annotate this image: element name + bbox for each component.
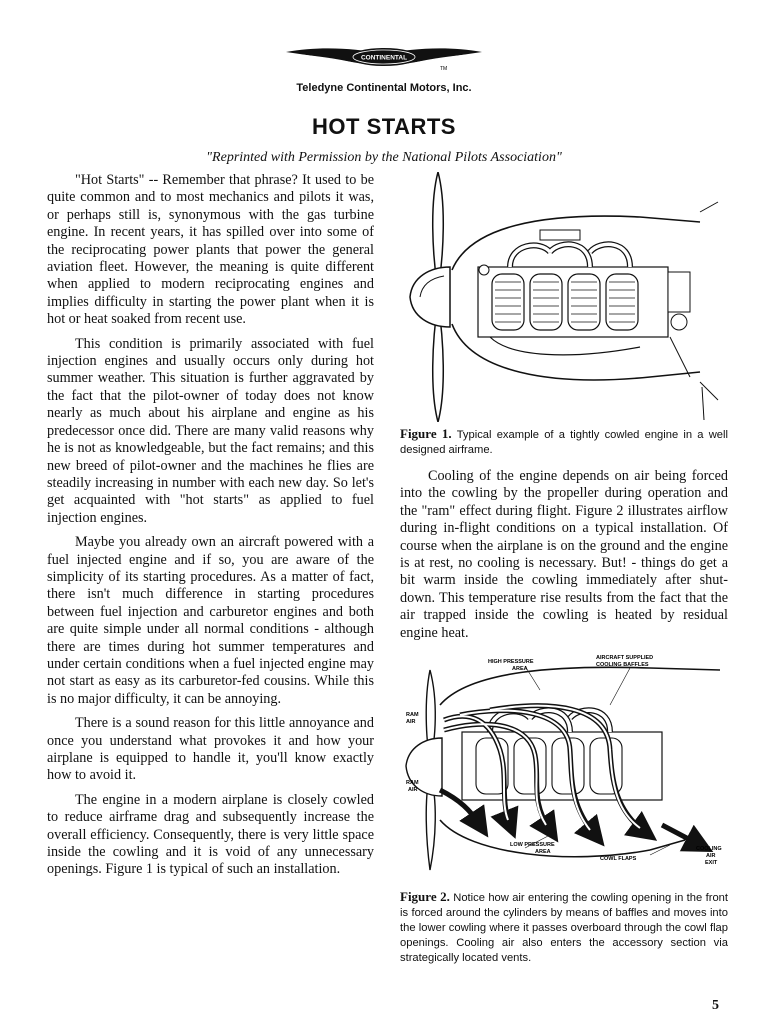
page-header: [0, 40, 768, 94]
figure-2-airflow-diagram: [400, 650, 728, 885]
paragraph-2: This condition is primarily associated with fuel injection engines and usually occurs only during hot summer weather. This situation is further aggravated by the fact that the pilot-owner of today does not know nearly as much about his airplane and engine as his predecessor once did. There are many valid reasons why he is not as knowledgeable, but the fact remains; and this new breed of pilot-owner and the machines he flies are steadily increasing in number with each new day. So let's get acquainted with "hot starts" as applied to fuel injection engines.: [47, 335, 374, 526]
label-cooling-baffles: COOLING BAFFLES: [596, 662, 649, 669]
paragraph-4: There is a sound reason for this little annoyance and once you understand what provokes it and how your airplane is equipped to handle it, you'll know exactly how to avoid it.: [47, 715, 374, 784]
logo-text: CONTINENTAL: [360, 54, 408, 62]
label-cowl-flaps: COWL FLAPS: [600, 856, 637, 863]
label-aircraft-supplied: AIRCRAFT SUPPLIED: [596, 655, 654, 662]
page-number: 5: [712, 998, 719, 1013]
label-high-pressure-area: AREA: [512, 666, 528, 673]
label-cooling-exit: EXIT: [705, 860, 718, 867]
label-low-pressure: LOW PRESSURE: [510, 842, 555, 849]
label-ram-air-top: RAM: [406, 712, 419, 719]
left-column: [47, 172, 374, 886]
label-low-pressure-area: AREA: [535, 849, 551, 856]
page-title: HOT STARTS: [312, 114, 456, 139]
reprint-notice: "Reprinted with Permission by the National Pilots Association": [206, 150, 562, 165]
label-ram-air-bottom-2: AIR: [408, 787, 418, 794]
paragraph-3: Maybe you already own an aircraft powered with a fuel injected engine and if so, you are aware of the simplicity of its starting procedures. As a matter of fact, there isn't much difference in starting procedures between fuel injection and carburetor engines and both are quite simple under all normal conditions - although there are times during hot summer temperatures and under certain conditions when a fuel injected engine may not start as easy as its carburetor-fed cousins. While this is no major difficulty, it can be annoying.: [47, 534, 374, 707]
label-cooling: COOLING: [696, 846, 722, 853]
figure-2-caption: [400, 889, 728, 966]
right-paragraph: Cooling of the engine depends on air being forced into the cowling by the propeller during operation and the "ram" effect during flight. Figure 2 illustrates airflow during in-flight conditions on a typical installation. Of course when the airplane is on the ground and the engine is at rest, no cooling is necessary. But! - things do get a bit warm inside the cowling immediately after shut-down. This temperature rise results from the fact that the air trapped inside the cowling is heated by residual engine heat.: [400, 468, 728, 641]
figure-1-caption: [400, 426, 728, 458]
label-high-pressure: HIGH PRESSURE: [488, 659, 534, 666]
label-ram-air-bottom: RAM: [406, 780, 419, 787]
figure-1-caption-text: Typical example of a tightly cowled engine in a well designed airframe.: [400, 429, 728, 456]
figure-1-label: Figure 1.: [400, 426, 452, 441]
right-column: [400, 172, 728, 966]
figure-2-label: Figure 2.: [400, 889, 450, 905]
figure-2-caption-text: Notice how air entering the cowling opening in the front is forced around the cylinders by means of baffles and moves into the lower cowling where it passes overboard through the cowl flap openings. Cooling air also enters the accessory section via strategically located vents.: [400, 892, 728, 965]
continental-winged-logo: [284, 40, 484, 80]
trademark-mark: TM: [440, 66, 448, 72]
figure-1-cowled-engine-illustration: [400, 172, 728, 422]
paragraph-1: "Hot Starts" -- Remember that phrase? It used to be quite common and to most mechanics and pilots it was, or perhaps still is, synonymous with the gas turbine engine. In recent years, it has spilled over into some of the reciprocating power plants that power the general aviation fleet. However, the meaning is quite different when applied to modern reciprocating engines and implies difficulty in starting the power plant when it is hot or heat soaked from recent use.: [47, 172, 374, 328]
company-name: Teledyne Continental Motors, Inc.: [296, 82, 472, 94]
label-ram-air-top-2: AIR: [406, 719, 416, 726]
label-cooling-air: AIR: [706, 853, 716, 860]
paragraph-5: The engine in a modern airplane is closely cowled to reduce airframe drag and subsequently increase the overall efficiency. Consequently, there is very little space inside the cowling and it is void of any unnecessary openings. Figure 1 is typical of such an installation.: [47, 791, 374, 878]
